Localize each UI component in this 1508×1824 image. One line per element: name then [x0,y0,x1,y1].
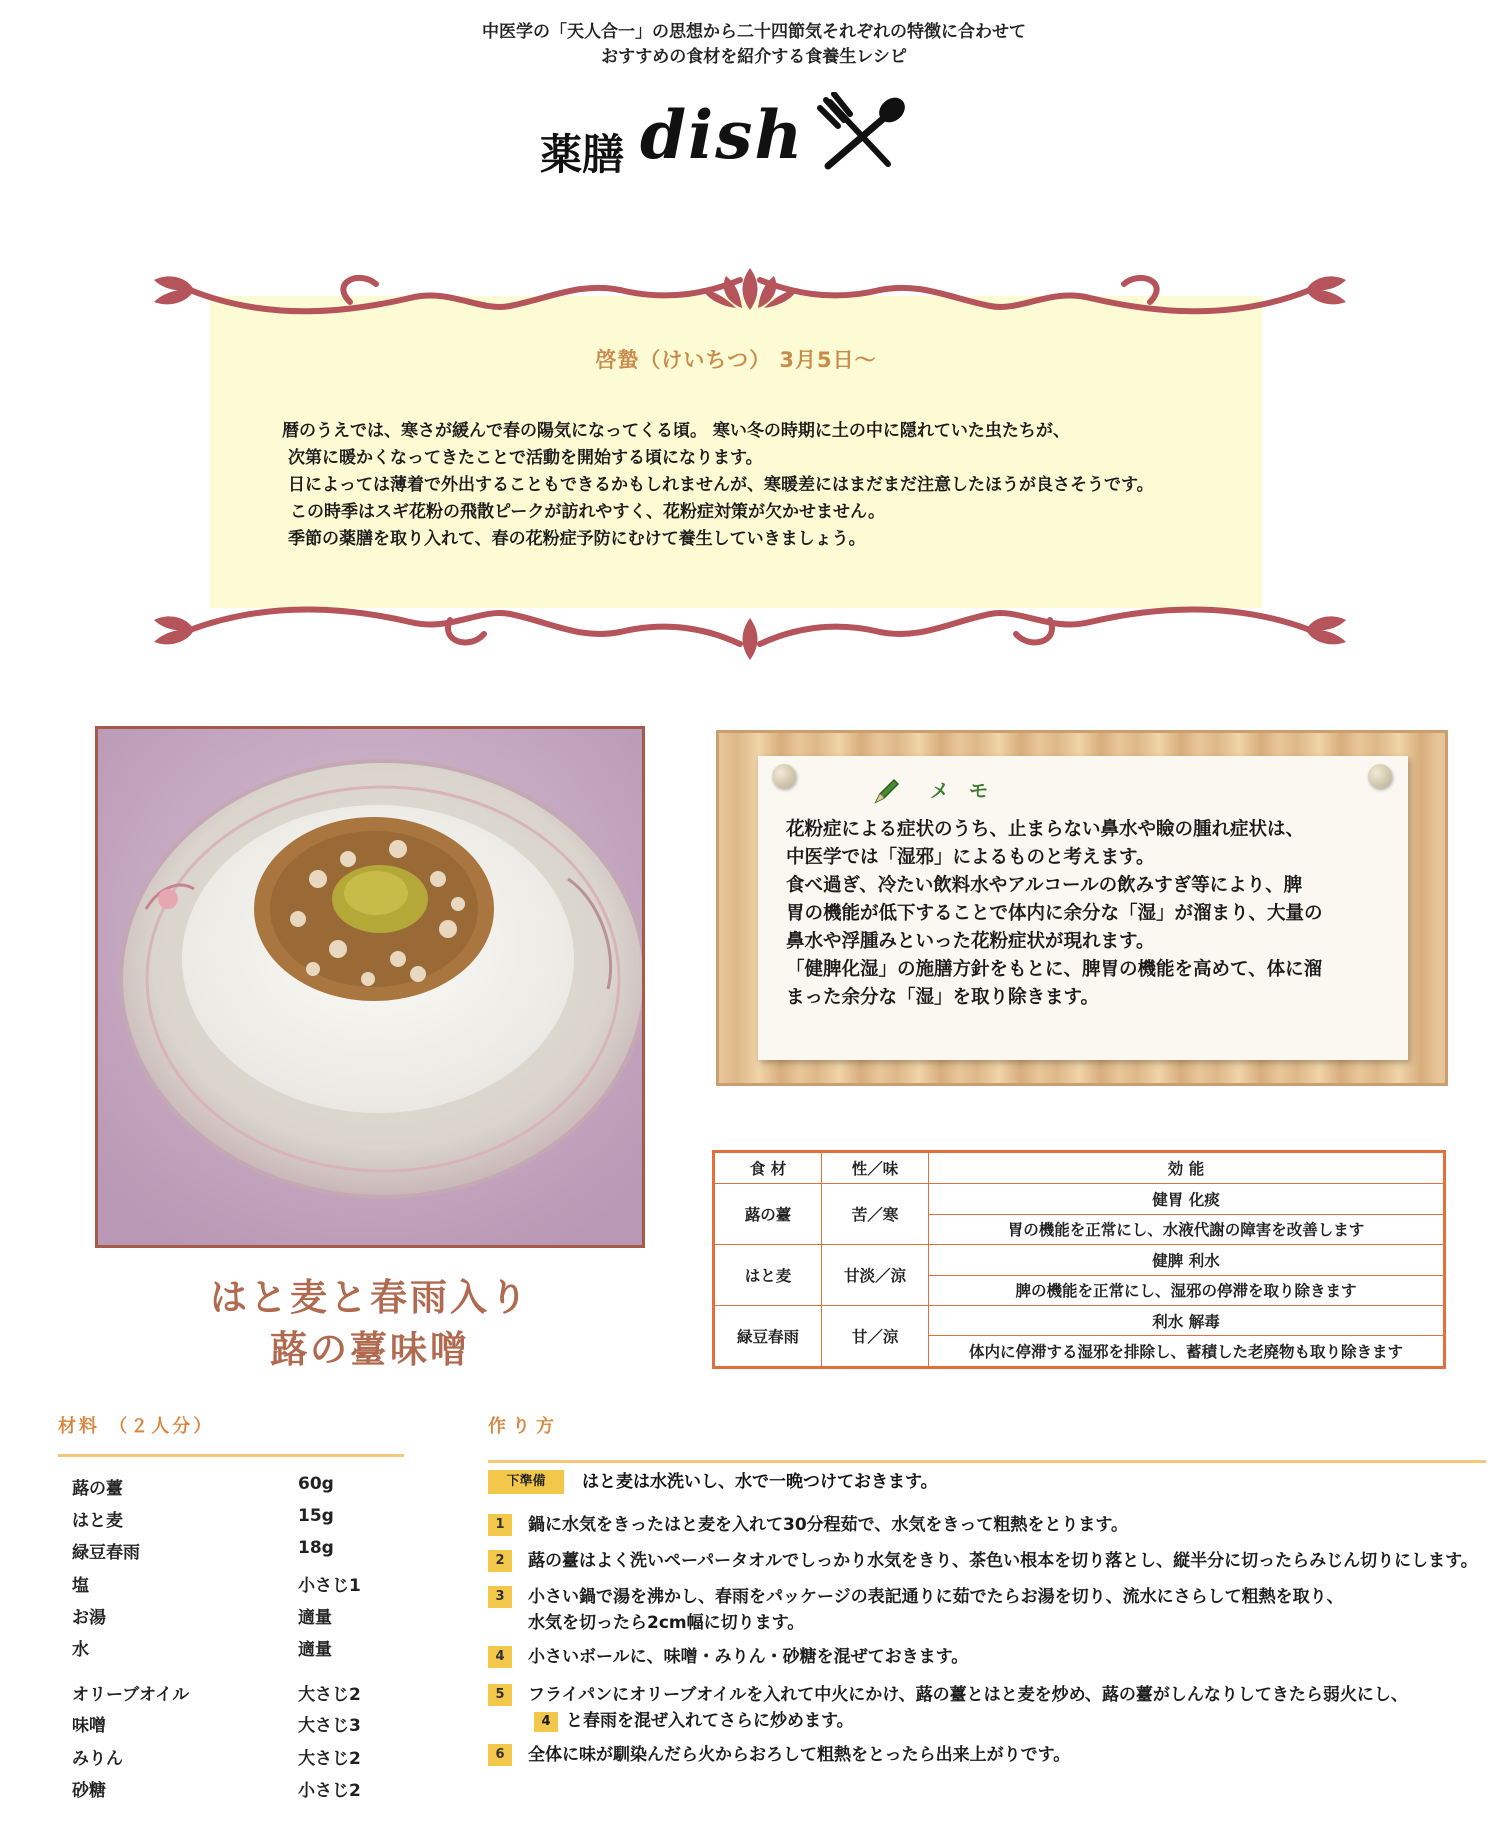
step-number-badge: 1 [488,1514,512,1536]
ornament-bottom [150,594,1350,666]
ingredient-item-name: 砂糖 [72,1781,106,1801]
dish-title [95,1272,645,1376]
ingredient-item-name: 蕗の薹 [72,1479,123,1499]
ornament-top [150,262,1350,332]
season-line: 日によっては薄着で外出することもできるかもしれませんが、寒暖差にはまだまだ注意したほうが良さそうです。 [288,475,1154,495]
step-number-badge: 4 [488,1646,512,1668]
method-heading: 作り方 [488,1416,560,1437]
step-text: 全体に味が馴染んだら火からおろして粗熱をとったら出来上がりです。 [528,1745,1071,1765]
pin-icon [772,764,796,788]
ingredient-item-amount: 15g [298,1506,334,1526]
step-number-badge: 3 [488,1586,512,1608]
ingredient-item-amount: 60g [298,1474,334,1494]
ingredient-nature: 甘／涼 [822,1306,929,1368]
ingredient-item-amount: 大さじ2 [298,1749,361,1769]
ingredient-row [72,1744,361,1769]
step-text: 小さい鍋で湯を沸かし、春雨をパッケージの表記通りに茹でたらお湯を切り、流水にさらして粗熱を取り、 [528,1587,1344,1607]
memo-line: 「健脾化湿」の施膳方針をもとに、脾胃の機能を高めて、体に溜 [786,959,1323,980]
season-title: 啓蟄（けいちつ） 3月5日～ [595,348,877,372]
ingredient-name: 蕗の薹 [714,1184,822,1245]
ingredient-row [72,1776,361,1801]
step-text-line: と春雨を混ぜ入れてさらに炒めます。 [566,1711,854,1731]
ingredient-row [72,1538,334,1563]
ingredient-item-name: お湯 [72,1608,106,1628]
ingredient-effects-table [712,1150,1446,1369]
memo-title: メモ [930,780,1009,802]
ingredients-divider [58,1454,404,1457]
memo-line: 食べ過ぎ、冷たい飲料水やアルコールの飲みすぎ等により、脾 [786,875,1303,896]
header-ingredient: 食 材 [714,1152,822,1184]
ingredient-row [72,1635,332,1660]
ingredient-item-name: 緑豆春雨 [72,1543,140,1563]
prep-badge: 下準備 [488,1470,564,1494]
ingredient-item-amount: 適量 [298,1608,332,1628]
ingredient-name: はと麦 [714,1245,822,1306]
effect-description: 脾の機能を正常にし、湿邪の停滞を取り除きます [929,1275,1445,1306]
ingredient-item-amount: 大さじ2 [298,1685,361,1705]
page-subtitle [0,20,1508,70]
pin-icon [1368,764,1392,788]
effect-title: 健脾 利水 [929,1245,1445,1276]
memo-line: 花粉症による症状のうち、止まらない鼻水や瞼の腫れ症状は、 [786,819,1305,840]
effect-title: 健胃 化痰 [929,1184,1445,1215]
season-line: 暦のうえでは、寒さが緩んで春の陽気になってくる頃。 寒い冬の時期に土の中に隠れていた虫たちが、 [282,421,1070,441]
ingredient-item-name: オリーブオイル [72,1685,190,1705]
effect-description: 体内に停滞する湿邪を排除し、蓄積した老廃物も取り除きます [929,1336,1445,1368]
step-text-continued: 水気を切ったら2cm幅に切ります。 [528,1613,805,1633]
table-header-row [714,1152,1445,1184]
step-text: フライパンにオリーブオイルを入れて中火にかけ、蕗の薹とはと麦を炒め、蕗の薹がしんなりしてきたら弱火にし、 [528,1685,1408,1705]
season-line: 次第に暖かくなってきたことで活動を開始する頃になります。 [288,448,763,468]
prep-text: はと麦は水洗いし、水で一晩つけておきます。 [582,1472,938,1492]
method-divider [488,1460,1486,1463]
step-text: 蕗の薹はよく洗いペーパータオルでしっかり水気をきり、茶色い根本を切り落とし、縦半分に切ったらみじん切りにします。 [528,1551,1478,1571]
brand-word: dish [640,96,805,174]
brand-kanji: 薬膳 [540,130,625,179]
ingredient-nature: 苦／寒 [822,1184,929,1245]
ingredient-row [72,1474,334,1499]
memo-line: 鼻水や浮腫みといった花粉症状が現れます。 [786,931,1155,952]
subtitle-line-1: 中医学の「天人合一」の思想から二十四節気それぞれの特徴に合わせて [482,22,1026,42]
ingredient-item-amount: 適量 [298,1640,332,1660]
ingredient-item-name: 塩 [72,1576,89,1596]
effect-title: 利水 解毒 [929,1306,1445,1336]
ingredient-item-amount: 小さじ2 [298,1781,361,1801]
pencil-icon [872,776,902,806]
step-number-badge: 5 [488,1684,512,1706]
ingredient-item-name: 水 [72,1640,89,1660]
memo-line: 中医学では「湿邪」によるものと考えます。 [786,847,1155,868]
step-text-continued [534,1708,854,1734]
table-row [714,1306,1445,1336]
effect-description: 胃の機能を正常にし、水液代謝の障害を改善します [929,1214,1445,1245]
ingredient-item-amount: 大さじ3 [298,1716,361,1736]
subtitle-line-2: おすすめの食材を紹介する食養生レシピ [601,47,907,67]
step-reference-badge: 4 [534,1712,558,1732]
ingredient-nature: 甘淡／涼 [822,1245,929,1306]
table-row [714,1245,1445,1276]
season-line: 季節の薬膳を取り入れて、春の花粉症予防にむけて養生していきましょう。 [288,529,866,549]
season-description [282,418,1242,553]
dish-photo [95,726,645,1248]
memo-text [786,816,1386,1012]
dish-title-line-2: 蕗の薹味噌 [270,1328,470,1371]
ingredient-row [72,1680,361,1705]
ingredient-item-name: 味噌 [72,1716,106,1736]
ingredient-name: 緑豆春雨 [714,1306,822,1368]
table-row [714,1184,1445,1215]
memo-line: 胃の機能が低下することで体内に余分な「湿」が溜まり、大量の [786,903,1323,924]
ingredient-item-amount: 小さじ1 [298,1576,361,1596]
header-effect: 効 能 [929,1152,1445,1184]
memo-line: まった余分な「湿」を取り除きます。 [786,987,1100,1008]
ingredients-heading: 材料 （２人分） [58,1416,215,1437]
ingredient-item-amount: 18g [298,1538,334,1558]
step-text: 小さいボールに、味噌・みりん・砂糖を混ぜておきます。 [528,1647,969,1667]
ingredient-item-name: みりん [72,1749,123,1769]
fork-spoon-icon [812,92,912,172]
step-number-badge: 6 [488,1744,512,1766]
ingredient-row [72,1603,332,1628]
ingredient-item-name: はと麦 [72,1511,123,1531]
step-number-badge: 2 [488,1550,512,1572]
header-nature: 性／味 [822,1152,929,1184]
season-line: この時季はスギ花粉の飛散ピークが訪れやすく、花粉症対策が欠かせません。 [290,502,885,522]
ingredient-row [72,1506,334,1531]
ingredient-row [72,1571,361,1596]
ingredient-row [72,1711,361,1736]
dish-title-line-1: はと麦と春雨入り [210,1276,530,1319]
step-text: 鍋に水気をきったはと麦を入れて30分程茹で、水気をきって粗熱をとります。 [528,1515,1128,1535]
